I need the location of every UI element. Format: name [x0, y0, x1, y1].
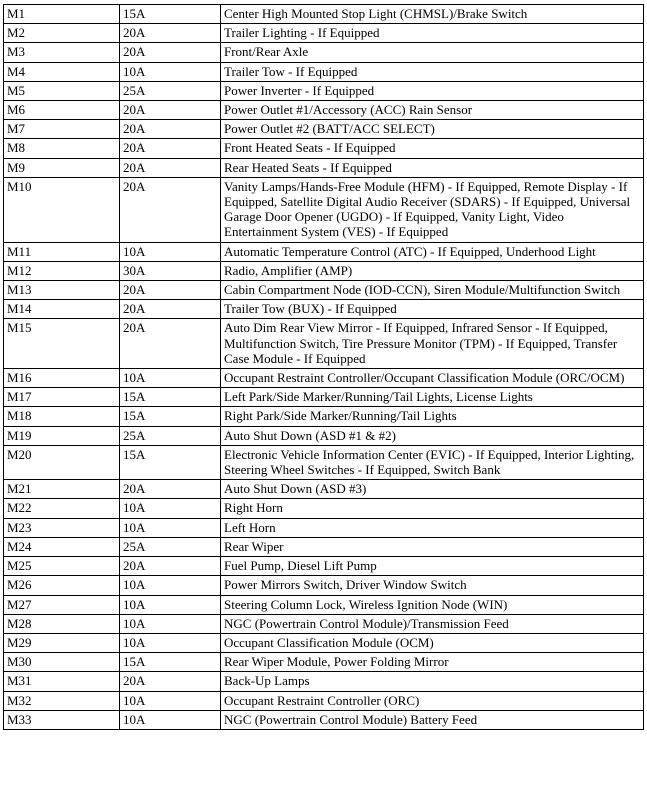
fuse-cavity-cell: M11 — [4, 242, 120, 261]
fuse-cavity-cell: M28 — [4, 614, 120, 633]
fuse-description-cell: Left Horn — [221, 518, 644, 537]
table-row — [4, 691, 644, 710]
fuse-amperage-cell: 10A — [120, 62, 221, 81]
fuse-amperage-cell: 10A — [120, 691, 221, 710]
fuse-table-body — [4, 5, 644, 730]
fuse-amperage-cell: 25A — [120, 537, 221, 556]
fuse-cavity-cell: M10 — [4, 177, 120, 242]
table-row — [4, 407, 644, 426]
fuse-description-cell: Power Inverter - If Equipped — [221, 81, 644, 100]
fuse-amperage-cell: 10A — [120, 633, 221, 652]
fuse-description-cell: Cabin Compartment Node (IOD-CCN), Siren Module/Multifunction Switch — [221, 281, 644, 300]
table-row — [4, 388, 644, 407]
fuse-description-cell: Center High Mounted Stop Light (CHMSL)/Brake Switch — [221, 5, 644, 24]
table-row — [4, 177, 644, 242]
fuse-cavity-cell: M9 — [4, 158, 120, 177]
fuse-cavity-cell: M19 — [4, 426, 120, 445]
fuse-description-cell: Auto Shut Down (ASD #3) — [221, 480, 644, 499]
fuse-amperage-cell: 15A — [120, 388, 221, 407]
fuse-description-cell: Power Outlet #1/Accessory (ACC) Rain Sensor — [221, 101, 644, 120]
fuse-description-cell: Rear Heated Seats - If Equipped — [221, 158, 644, 177]
fuse-description-cell: Right Horn — [221, 499, 644, 518]
table-row — [4, 653, 644, 672]
fuse-description-cell: Auto Dim Rear View Mirror - If Equipped, Infrared Sensor - If Equipped, Multifunction Switch, Tire Pressure Monitor (TPM) - If Equipped, Transfer Case Module - If Equipped — [221, 319, 644, 369]
fuse-description-cell: Automatic Temperature Control (ATC) - If Equipped, Underhood Light — [221, 242, 644, 261]
fuse-cavity-cell: M27 — [4, 595, 120, 614]
fuse-description-cell: Left Park/Side Marker/Running/Tail Lights, License Lights — [221, 388, 644, 407]
fuse-description-cell: Vanity Lamps/Hands-Free Module (HFM) - If Equipped, Remote Display - If Equipped, Satellite Digital Audio Receiver (SDARS) - If Equipped, Universal Garage Door Opener (UGDO) - If Equipped, Vanity Light, Video Entertainment System (VES) - If Equipped — [221, 177, 644, 242]
fuse-cavity-cell: M3 — [4, 43, 120, 62]
table-row — [4, 101, 644, 120]
table-row — [4, 62, 644, 81]
fuse-cavity-cell: M33 — [4, 710, 120, 729]
fuse-cavity-cell: M32 — [4, 691, 120, 710]
fuse-cavity-cell: M22 — [4, 499, 120, 518]
fuse-cavity-cell: M31 — [4, 672, 120, 691]
table-row — [4, 24, 644, 43]
table-row — [4, 595, 644, 614]
fuse-cavity-cell: M21 — [4, 480, 120, 499]
table-row — [4, 672, 644, 691]
fuse-amperage-cell: 15A — [120, 5, 221, 24]
fuse-amperage-cell: 20A — [120, 281, 221, 300]
table-row — [4, 576, 644, 595]
table-row — [4, 369, 644, 388]
fuse-description-cell: Occupant Classification Module (OCM) — [221, 633, 644, 652]
table-row — [4, 537, 644, 556]
fuse-cavity-cell: M2 — [4, 24, 120, 43]
fuse-amperage-cell: 10A — [120, 499, 221, 518]
fuse-amperage-cell: 20A — [120, 24, 221, 43]
fuse-amperage-cell: 20A — [120, 139, 221, 158]
fuse-description-cell: NGC (Powertrain Control Module) Battery Feed — [221, 710, 644, 729]
table-row — [4, 242, 644, 261]
fuse-cavity-cell: M23 — [4, 518, 120, 537]
table-row — [4, 710, 644, 729]
fuse-description-cell: Trailer Lighting - If Equipped — [221, 24, 644, 43]
fuse-amperage-cell: 10A — [120, 576, 221, 595]
table-row — [4, 120, 644, 139]
fuse-cavity-cell: M16 — [4, 369, 120, 388]
fuse-amperage-cell: 20A — [120, 480, 221, 499]
fuse-amperage-cell: 10A — [120, 518, 221, 537]
table-row — [4, 319, 644, 369]
fuse-amperage-cell: 15A — [120, 407, 221, 426]
fuse-cavity-cell: M30 — [4, 653, 120, 672]
table-row — [4, 281, 644, 300]
table-row — [4, 445, 644, 479]
table-row — [4, 426, 644, 445]
table-row — [4, 261, 644, 280]
table-row — [4, 557, 644, 576]
table-row — [4, 300, 644, 319]
table-row — [4, 139, 644, 158]
fuse-amperage-cell: 20A — [120, 557, 221, 576]
table-row — [4, 518, 644, 537]
fuse-cavity-cell: M7 — [4, 120, 120, 139]
fuse-amperage-cell: 20A — [120, 120, 221, 139]
fuse-description-cell: Right Park/Side Marker/Running/Tail Lights — [221, 407, 644, 426]
fuse-amperage-cell: 25A — [120, 426, 221, 445]
table-row — [4, 480, 644, 499]
fuse-description-cell: Rear Wiper — [221, 537, 644, 556]
fuse-cavity-cell: M4 — [4, 62, 120, 81]
fuse-description-cell: Power Mirrors Switch, Driver Window Switch — [221, 576, 644, 595]
fuse-cavity-cell: M1 — [4, 5, 120, 24]
fuse-amperage-cell: 15A — [120, 445, 221, 479]
fuse-cavity-cell: M6 — [4, 101, 120, 120]
fuse-cavity-cell: M5 — [4, 81, 120, 100]
fuse-description-cell: Trailer Tow (BUX) - If Equipped — [221, 300, 644, 319]
fuse-amperage-cell: 10A — [120, 595, 221, 614]
fuse-amperage-cell: 20A — [120, 319, 221, 369]
fuse-description-cell: Fuel Pump, Diesel Lift Pump — [221, 557, 644, 576]
fuse-amperage-cell: 30A — [120, 261, 221, 280]
fuse-table-container — [3, 4, 643, 730]
fuse-amperage-cell: 15A — [120, 653, 221, 672]
fuse-description-cell: Steering Column Lock, Wireless Ignition Node (WIN) — [221, 595, 644, 614]
fuse-cavity-cell: M13 — [4, 281, 120, 300]
fuse-description-cell: Occupant Restraint Controller (ORC) — [221, 691, 644, 710]
fuse-description-cell: Radio, Amplifier (AMP) — [221, 261, 644, 280]
table-row — [4, 5, 644, 24]
fuse-description-cell: Power Outlet #2 (BATT/ACC SELECT) — [221, 120, 644, 139]
fuse-cavity-cell: M26 — [4, 576, 120, 595]
fuse-amperage-cell: 20A — [120, 672, 221, 691]
fuse-description-cell: Electronic Vehicle Information Center (EVIC) - If Equipped, Interior Lighting, Steering Wheel Switches - If Equipped, Switch Bank — [221, 445, 644, 479]
table-row — [4, 81, 644, 100]
fuse-cavity-cell: M20 — [4, 445, 120, 479]
fuse-description-cell: Front/Rear Axle — [221, 43, 644, 62]
fuse-description-cell: Occupant Restraint Controller/Occupant Classification Module (ORC/OCM) — [221, 369, 644, 388]
fuse-amperage-cell: 10A — [120, 242, 221, 261]
fuse-amperage-cell: 20A — [120, 43, 221, 62]
fuse-cavity-cell: M14 — [4, 300, 120, 319]
fuse-cavity-cell: M15 — [4, 319, 120, 369]
fuse-amperage-cell: 10A — [120, 710, 221, 729]
fuse-description-cell: Front Heated Seats - If Equipped — [221, 139, 644, 158]
fuse-amperage-cell: 20A — [120, 300, 221, 319]
fuse-cavity-cell: M18 — [4, 407, 120, 426]
fuse-description-cell: Trailer Tow - If Equipped — [221, 62, 644, 81]
fuse-cavity-cell: M24 — [4, 537, 120, 556]
fuse-amperage-cell: 10A — [120, 369, 221, 388]
fuse-amperage-cell: 20A — [120, 158, 221, 177]
fuse-cavity-cell: M25 — [4, 557, 120, 576]
table-row — [4, 43, 644, 62]
fuse-amperage-cell: 25A — [120, 81, 221, 100]
fuse-cavity-cell: M8 — [4, 139, 120, 158]
fuse-cavity-cell: M17 — [4, 388, 120, 407]
fuse-description-cell: Back-Up Lamps — [221, 672, 644, 691]
table-row — [4, 158, 644, 177]
fuse-cavity-cell: M12 — [4, 261, 120, 280]
fuse-table — [3, 4, 644, 730]
fuse-description-cell: Auto Shut Down (ASD #1 & #2) — [221, 426, 644, 445]
fuse-amperage-cell: 20A — [120, 101, 221, 120]
table-row — [4, 499, 644, 518]
table-row — [4, 614, 644, 633]
table-row — [4, 633, 644, 652]
fuse-description-cell: Rear Wiper Module, Power Folding Mirror — [221, 653, 644, 672]
fuse-description-cell: NGC (Powertrain Control Module)/Transmission Feed — [221, 614, 644, 633]
fuse-amperage-cell: 20A — [120, 177, 221, 242]
fuse-cavity-cell: M29 — [4, 633, 120, 652]
fuse-amperage-cell: 10A — [120, 614, 221, 633]
